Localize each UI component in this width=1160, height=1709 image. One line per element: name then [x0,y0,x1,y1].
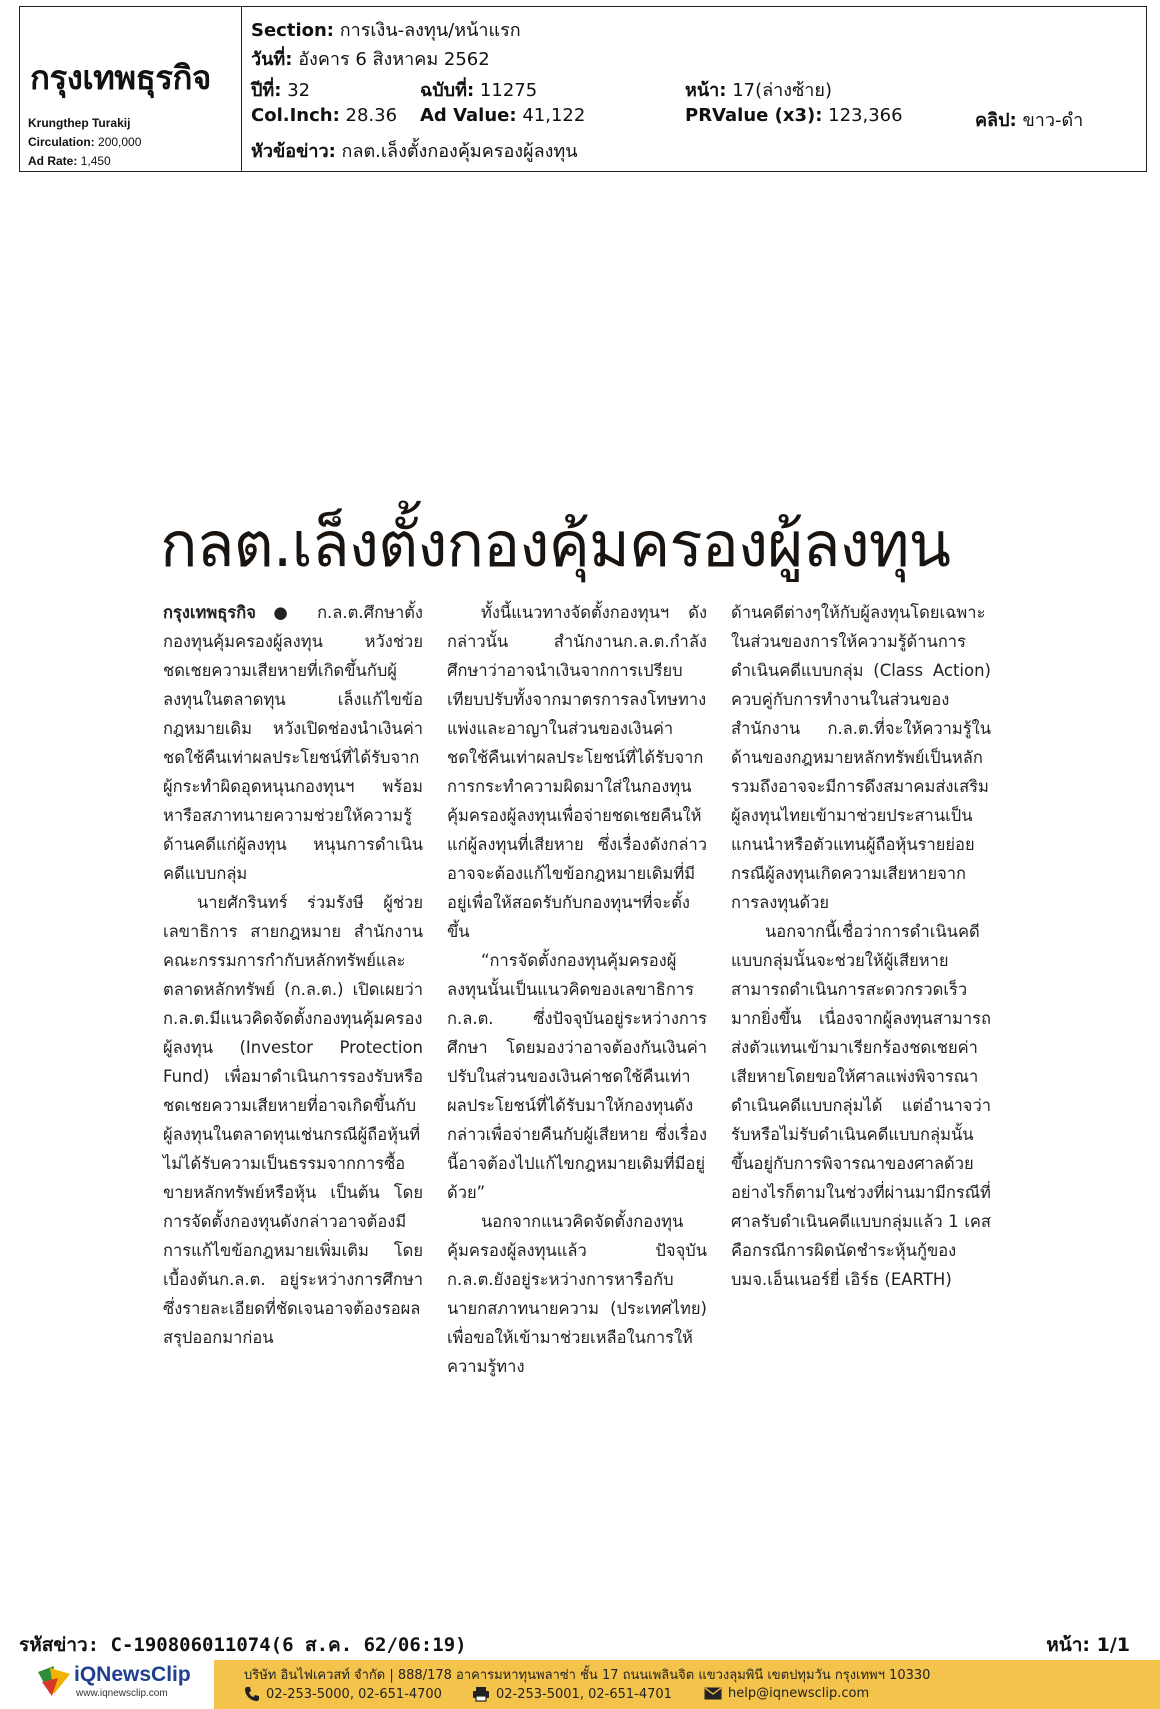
date-value: อังคาร 6 สิงหาคม 2562 [298,49,490,70]
ad-rate [28,154,111,168]
year-field [251,75,310,104]
ad-value-label: Ad Value: [420,105,517,126]
paragraph: “การจัดตั้งกองทุนคุ้มครองผู้ลงทุนนั้นเป็นแนวคิดของเลขาธิการ ก.ล.ต. ซึ่งปัจจุบันอยู่ระหว่างการศึกษา โดยมองว่าอาจต้องกันเงินค่าปรับในส่วนของเงินค่าชดใช้คืนเท่าผลประโยชน์ที่ได้รับมาให้กองทุนดังกล่าวเพื่อจ่ายคืนกับผู้เสียหาย ซึ่งเรื่องนี้อาจต้องไปแก้ไขกฎหมายเดิมที่มีอยู่ด้วย” [447,951,707,1202]
clip-field [975,105,1083,134]
logo-text: iQNewsClip [74,1663,191,1686]
email-contact[interactable] [704,1686,869,1701]
page-label: หน้า: [685,80,727,101]
headline-value: กลต.เล็งตั้งกองคุ้มครองผู้ลงทุน [341,141,578,162]
issue-label: ฉบับที่: [420,80,475,101]
issue-value: 11275 [479,80,538,101]
pr-value-value: 123,366 [828,105,903,126]
phone-numbers: 02-253-5000, 02-651-4700 [266,1686,442,1702]
article-column-2 [447,598,707,1376]
year-label: ปีที่: [251,80,282,101]
pr-value-label: PRValue (x3): [685,105,823,126]
paragraph: นายศักรินทร์ ร่วมรังษี ผู้ช่วยเลขาธิการ สายกฎหมาย สำนักงานคณะกรรมการกำกับหลักทรัพย์และตลาดหลักทรัพย์ (ก.ล.ต.) เปิดเผยว่า ก.ล.ต.มีแนวคิดจัดตั้งกองทุนคุ้มครองผู้ลงทุน (Investor Protection Fund) เพื่อมาดำเนินการรองรับหรือชดเชยความเสียหายที่อาจเกิดขึ้นกับผู้ลงทุนในตลาดทุนเช่นกรณีผู้ถือหุ้นที่ไม่ได้รับความเป็นธรรมจากการซื้อขายหลักทรัพย์หรือหุ้น เป็นต้น โดยการจัดตั้งกองทุนดังกล่าวอาจต้องมีการแก้ไขข้อกฎหมายเพิ่มเติม โดยเบื้องต้นก.ล.ต. อยู่ระหว่างการศึกษา ซึ่งรายละเอียดที่ชัดเจนอาจต้องรอผลสรุปออกมาก่อน [163,893,423,1347]
fax-contact [472,1686,672,1702]
page-field [685,75,832,104]
article-headline: กลต.เล็งตั้งกองคุ้มครองผู้ลงทุน [160,508,951,581]
circulation [28,135,141,149]
paragraph-text: ก.ล.ต.ศึกษาตั้งกองทุนคุ้มครองผู้ลงทุน หวังช่วยชดเชยความเสียหายที่เกิดขึ้นกับผู้ลงทุนในตลาดทุน เล็งแก้ไขข้อกฎหมายเดิม หวังเปิดช่องนำเงินค่าชดใช้คืนเท่าผลประโยชน์ที่ได้รับจากผู้กระทำผิดอุดหนุนกองทุนฯ พร้อมหารือสภาทนายความช่วยให้ความรู้ด้านคดีแก่ผู้ลงทุน หนุนการดำเนินคดีแบบกลุ่ม [163,603,423,883]
ad-value-value: 41,122 [522,105,586,126]
clip-header [19,6,1147,172]
iqnewsclip-logo-icon [36,1664,72,1698]
circulation-label: Circulation: [28,135,95,149]
pr-value-field [685,105,903,126]
fax-numbers: 02-253-5001, 02-651-4701 [496,1686,672,1702]
ad-value-field [420,105,585,126]
news-code: รหัสข่าว: C-190806011074(6 ส.ค. 62/06:19) [19,1634,467,1656]
article-column-3 [731,598,991,1298]
phone-icon [244,1686,260,1702]
page-count: หน้า: 1/1 [1046,1634,1130,1656]
ad-rate-label: Ad Rate: [28,154,78,168]
year-value: 32 [287,80,311,101]
col-inch-value: 28.36 [345,105,398,126]
ad-rate-value: 1,450 [80,154,111,168]
headline-field [251,136,578,165]
page-value: 17(ล่างซ้าย) [732,80,832,101]
headline-label: หัวข้อข่าว: [251,141,336,162]
phone-contact [244,1686,442,1702]
circulation-value: 200,000 [98,135,142,149]
date-field [251,44,490,73]
publication-panel [20,7,242,171]
logo-url[interactable]: www.iqnewsclip.com [76,1688,168,1699]
date-label: วันที่: [251,49,293,70]
section-value: การเงิน-ลงทุน/หน้าแรก [339,20,521,41]
col-inch-label: Col.Inch: [251,105,340,126]
issue-field [420,75,537,104]
publication-logo: กรุงเทพธุรกิจ [30,58,211,97]
iqnewsclip-logo[interactable] [36,1660,212,1706]
paragraph: ด้านคดีต่างๆให้กับผู้ลงทุนโดยเฉพาะในส่วนของการให้ความรู้ด้านการดำเนินคดีแบบกลุ่ม (Class Action) ควบคู่กับการทำงานในส่วนของสำนักงาน ก.ล.ต.ที่จะให้ความรู้ในด้านของกฎหมายหลักทรัพย์เป็นหลัก รวมถึงอาจจะมีการดึงสมาคมส่งเสริมผู้ลงทุนไทยเข้ามาช่วยประสานเป็นแกนนำหรือตัวแทนผู้ถือหุ้นรายย่อยกรณีผู้ลงทุนเกิดความเสียหายจากการลงทุนด้วย [731,603,991,912]
email-address[interactable]: help@iqnewsclip.com [728,1686,870,1701]
paragraph: นอกจากแนวคิดจัดตั้งกองทุนคุ้มครองผู้ลงทุนแล้ว ปัจจุบันก.ล.ต.ยังอยู่ระหว่างการหารือกับนายกสภาทนายความ (ประเทศไทย) เพื่อขอให้เข้ามาช่วยเหลือในการให้ความรู้ทาง [447,1212,707,1376]
paragraph: นอกจากนี้เชื่อว่าการดำเนินคดีแบบกลุ่มนั้นจะช่วยให้ผู้เสียหายสามารถดำเนินการสะดวกรวดเร็วมากยิ่งขึ้น เนื่องจากผู้ลงทุนสามารถส่งตัวแทนเข้ามาเรียกร้องชดเชยค่าเสียหายโดยขอให้ศาลแพ่งพิจารณาดำเนินคดีแบบกลุ่มได้ แต่อำนาจว่ารับหรือไม่รับดำเนินคดีแบบกลุ่มนั้นขึ้นอยู่กับการพิจารณาของศาลด้วย อย่างไรก็ตามในช่วงที่ผ่านมามีกรณีที่ศาลรับดำเนินคดีแบบกลุ่มแล้ว 1 เคส คือกรณีการผิดนัดชำระหุ้นกู้ของ บมจ.เอ็นเนอร์ยี่ เอิร์ธ (EARTH) [731,922,991,1289]
clip-label: คลิป: [975,110,1017,131]
section-label: Section: [251,20,334,41]
byline: กรุงเทพธุรกิจ ● [163,603,318,622]
company-address: บริษัท อินไฟเควสท์ จำกัด | 888/178 อาคารมหาทุนพลาซ่า ชั้น 17 ถนนเพลินจิต แขวงลุมพินี เขตปทุมวัน กรุงเทพฯ 10330 [244,1668,931,1683]
article-column-1 [163,598,423,1347]
paragraph [163,598,423,888]
mail-icon [704,1687,722,1700]
fax-icon [472,1686,490,1702]
clip-value: ขาว-ดำ [1022,110,1084,131]
footer-contact-bar [214,1660,1160,1709]
paragraph: ทั้งนี้แนวทางจัดตั้งกองทุนฯ ดังกล่าวนั้น สำนักงานก.ล.ต.กำลังศึกษาว่าอาจนำเงินจากการเปรียบเทียบปรับทั้งจากมาตรการลงโทษทางแพ่งและอาญาในส่วนของเงินค่าชดใช้คืนเท่าผลประโยชน์ที่ได้รับจากการกระทำความผิดมาใส่ในกองทุนคุ้มครองผู้ลงทุนเพื่อจ่ายชดเชยคืนให้แก่ผู้ลงทุนที่เสียหาย ซึ่งเรื่องดังกล่าวอาจจะต้องแก้ไขข้อกฎหมายเดิมที่มีอยู่เพื่อให้สอดรับกับกองทุนฯที่จะตั้งขึ้น [447,603,707,941]
section-field [251,15,521,44]
col-inch-field [251,105,397,126]
publication-name: Krungthep Turakij [28,116,131,130]
